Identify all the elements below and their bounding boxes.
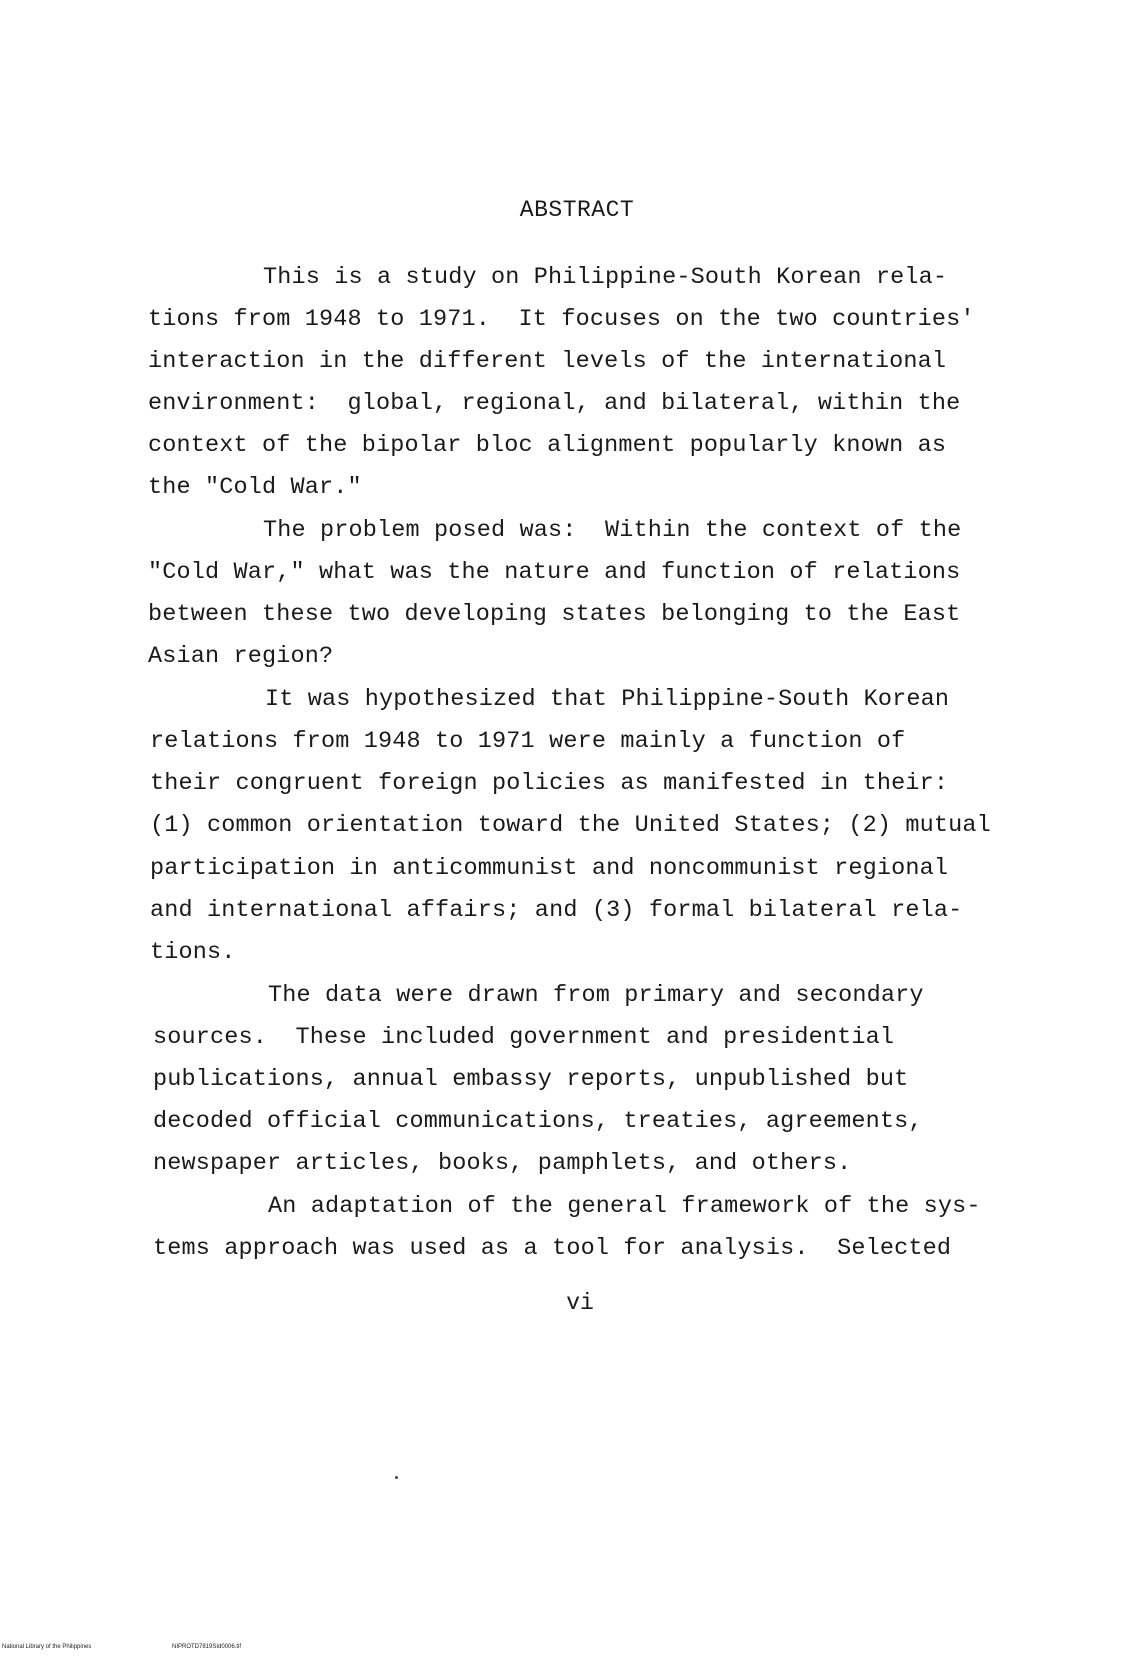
body-line: the "Cold War." xyxy=(148,474,362,501)
body-line: The data were drawn from primary and secondary xyxy=(268,982,924,1009)
body-line: It was hypothesized that Philippine-South Korean xyxy=(265,686,950,713)
footer-file-id: NIPROTD7819SId0006.tif xyxy=(172,1644,242,1650)
body-line: participation in anticommunist and noncommunist regional xyxy=(150,855,949,882)
body-line: tems approach was used as a tool for analysis. Selected xyxy=(153,1235,952,1262)
body-line: Asian region? xyxy=(148,643,334,670)
scan-speck xyxy=(395,1476,398,1479)
abstract-heading: ABSTRACT xyxy=(519,197,635,223)
body-line: "Cold War," what was the nature and function of relations xyxy=(148,559,961,586)
body-line: This is a study on Philippine-South Korean rela- xyxy=(263,264,948,291)
body-line: sources. These included government and presidential xyxy=(153,1024,895,1051)
page-number: vi xyxy=(566,1290,594,1316)
body-line: interaction in the different levels of the international xyxy=(148,348,947,375)
body-line: tions from 1948 to 1971. It focuses on the two countries' xyxy=(148,306,975,333)
body-line: tions. xyxy=(150,939,236,966)
footer-library-label: National Library of the Philippines xyxy=(2,1644,92,1650)
body-line: their congruent foreign policies as manifested in their: xyxy=(150,770,949,797)
body-line: environment: global, regional, and bilateral, within the xyxy=(148,390,961,417)
body-line: context of the bipolar bloc alignment popularly known as xyxy=(148,432,947,459)
body-line: (1) common orientation toward the United States; (2) mutual xyxy=(150,812,991,839)
body-line: relations from 1948 to 1971 were mainly a function of xyxy=(150,728,906,755)
body-line: An adaptation of the general framework of the sys- xyxy=(268,1193,981,1220)
body-line: newspaper articles, books, pamphlets, and others. xyxy=(153,1150,852,1177)
body-line: between these two developing states belonging to the East xyxy=(148,601,961,628)
body-line: decoded official communications, treaties, agreements, xyxy=(153,1108,923,1135)
body-line: The problem posed was: Within the context of the xyxy=(263,517,962,544)
body-line: and international affairs; and (3) formal bilateral rela- xyxy=(150,897,963,924)
body-line: publications, annual embassy reports, unpublished but xyxy=(153,1066,909,1093)
